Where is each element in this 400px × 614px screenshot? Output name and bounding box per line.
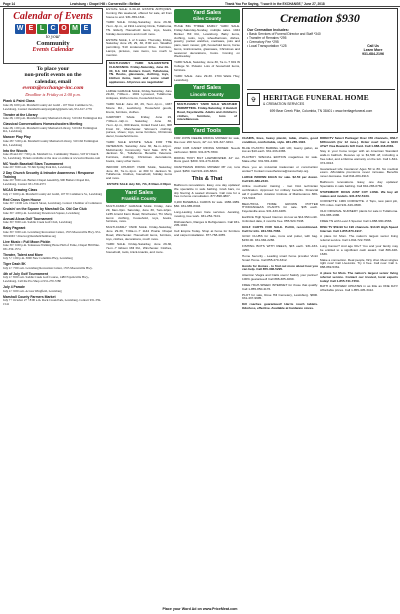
event-title: Mancer Play Play xyxy=(3,135,31,140)
event-details: June 30 • 6:00 p.m. Tennessee Walking Horse Hall of Fame, Chapel Hill Pike. 931-359-1574 xyxy=(3,243,100,251)
boxed-ad xyxy=(106,60,172,88)
classified-ad: PLAYBOY SPECIAL EDITION magazines for sale. Make offer. 931-581-4400. xyxy=(242,155,318,164)
paper-towns: Lewisburg • Chapel Hill • Cornersville • Belfast xyxy=(70,1,141,6)
classified-ad: Lung Cancer? And age 60+? You and your family may be entitled to a significant cash award. Call 866-428-1639. xyxy=(320,244,398,256)
cremation-call xyxy=(351,44,395,56)
classified-ad: RIDING TROY BILT LAWNMOWER. 42" cut. Runs good. $300. 931-273-4046. xyxy=(174,155,240,164)
event-details: June 30 • 10:00 a.m. Church Street, Lewisburg. Contact Chamber of Commerce xyxy=(3,201,102,206)
classified-ad: Were you an industrial tradesman or construction worker? Contact mesothelioma@cancerhelp.org. xyxy=(242,165,318,173)
section-subtitle: Giles County xyxy=(192,16,222,22)
event-title: Marshall County Farmers Market xyxy=(3,294,56,299)
event-details: June 28 • 5:00 p.m. Marshall County Memorial Library, 310 Old Farmington Rd., Lewisburg xyxy=(3,138,99,147)
calendar-event xyxy=(3,189,103,196)
calendar-title: Calendar of Events xyxy=(13,11,93,22)
event-details: June 28, 1:00 p.m. Marshall County Memorial Library, 310 Old Farmington Rd., Lewisburg xyxy=(3,125,98,134)
section-header-franklin xyxy=(106,189,172,203)
welcome-letter: W xyxy=(16,25,24,32)
section-header-yard-tools xyxy=(174,127,240,135)
classified-ad: YARD SALE. June 29-30. 1704 Watts Hwy, Lewisburg. xyxy=(174,73,240,82)
classified-ad: Bathroom renovations. Easy, one day updates! We specialize in safe bathing. Grab bars, no slip flooring & seated showers. Call now for a free in-home consultation. 877-898-4807. xyxy=(174,183,240,199)
cremation-title xyxy=(243,9,397,26)
calendar-event xyxy=(3,136,103,147)
classified-ad: STATEMENT: DOGS JUST CUT LOSE. We buy all makes and models. 931-672-5133. xyxy=(320,189,398,198)
classified-ad: Make a connection. Real people, flirty chat. Meet singles right now! Call LiveLinks. Try it free. Call now: Call 1-888-869-5361. xyxy=(320,257,398,270)
page-footer: Place your Word Ad on www.PriceMeat.com xyxy=(162,607,238,611)
event-title: Red Cross Open House xyxy=(3,197,41,202)
funeral-home-logo xyxy=(247,89,395,107)
section-title: Yard Tools xyxy=(192,128,222,135)
event-details: June 30 • 9:00 a.m. Lewisburg Recreation Center, 1555 Mooresville Hwy. 931-359-9663 • director@marshallchamber.org xyxy=(3,229,102,238)
call-line: Call Us xyxy=(367,44,379,48)
cremation-phone[interactable]: 931-684-2196 xyxy=(362,52,384,56)
welcome-letter: M xyxy=(70,24,80,34)
events-email-link[interactable]: events@exchange-inc.com xyxy=(22,85,84,92)
classified-ad: INDOOR CHURCH YARD SALE, Saturday, June 30, 7a.m.-1p.m. at 300 N. Jackson St. Tullahoma. Clothes, household, holiday items and more. xyxy=(106,164,172,181)
classified-ad: Airline mechanic training - Get FAA technician certification. Approved for military benefits. Financial aid if qualified. Aviation Institute of Maintenance 866-724-5403. xyxy=(242,184,318,200)
classified-ad: CHAIRS, lines, heavy plastic, table, chairs, good condition, comfortable, style. 931-285-1023. xyxy=(242,137,318,144)
funeral-home-name: HERITAGE FUNERAL HOME xyxy=(263,93,369,102)
classified-ad: DIRECTV Select Package! Over 150 channels, ONLY $35/month (for 12 mos.). Order now! Get a $100 AT&T Visa Rewards Gift Card. Call 1-888-418-2081. xyxy=(320,137,398,148)
calendar-event xyxy=(3,208,103,215)
classified-ad: ESTATE SALE July 6th, 7th, 8:00am-3:00pm xyxy=(106,182,171,186)
event-title: 4th of July Golf Tournament xyxy=(3,271,48,276)
deadline-note: Deadline is Friday at 2:00 p.m. xyxy=(25,91,81,97)
calendar-to-your: to your xyxy=(45,35,61,40)
classified-ad: HUGE BIG THREE FAMILY YARD SALE. Friday-Saturday-Sunday, multiple sales. 1044 Bunker Hill Rd., Lewisburg. Baby items, clothing, tools, toys, wheelbarrows, dishes, jewelry, pocket watches, cookware, pots and pans, lawn mower, grill, household items, horse items, knick-knacks, glassware, Christmas and seasonal decorations, boots. Coming on Wednesday. xyxy=(174,24,240,59)
classified-ad: 3,200 BASEBALL CARDS for sale. 1986-1989. $60. 931-685-8303. xyxy=(174,200,240,209)
includes-item: • Basic Services of Funeral Director and Staff *340 xyxy=(247,32,321,36)
page-number: Page 14 xyxy=(3,1,16,6)
event-title: Theatre at the Library xyxy=(3,112,38,117)
cremation-title-text: Cremation xyxy=(280,11,333,25)
includes-item: • Local Transportation *125 xyxy=(247,44,287,48)
event-details: June 29 • 8:00 a.m. 70 Jim Spring Park Rd., Lewisburg xyxy=(3,165,72,170)
events-list xyxy=(3,100,103,306)
classified-ad: GOLF CLUBS for sale, irons and putter, with bag. $150.00. 931-684-2286. xyxy=(242,234,318,243)
section-subtitle: Franklin County xyxy=(121,196,157,202)
calendar-event xyxy=(3,254,103,261)
event-details: July 7 • October 27 • 8:00 a.m. Rock Creek Park, Lewisburg. Contact 931-359-1541 xyxy=(3,298,102,306)
cremation-includes xyxy=(247,28,342,48)
event-title: MCAS Drawing Class xyxy=(3,188,38,193)
event-title: Into the Woods xyxy=(3,148,28,153)
calendar-event xyxy=(3,150,103,161)
classified-ad: Attention Viagra and Cialis users! Satisfy your partner! 100% guaranteed! Call 888-385-4099. xyxy=(242,273,318,281)
calendar-event xyxy=(3,123,103,134)
classified-ad: Cell Empire Today. Shop at home for furniture and carpet installation. 877-768-4455. xyxy=(174,229,240,238)
classifieds-column-3 xyxy=(174,8,240,240)
includes-item: • Crematory Fee *295 xyxy=(247,40,279,44)
section-header-giles xyxy=(174,9,240,23)
classified-ad: BLUE PLASTIC BARREL with LID, twenty gallon, as low as $10 each. 931-433-2386. xyxy=(242,145,318,154)
classified-ad: MULTI-FAMILY YARD SALE WEATHER PERMITTING. Friday-Saturday, 3 Haislett Road, Fayetteville. Adults and children's clothes, furniture, tons of miscellaneous. xyxy=(177,102,237,122)
section-subtitle: Lincoln County xyxy=(190,91,224,97)
calendar-event xyxy=(3,163,103,170)
event-details: June 28 and 29 • 7:00 p.m. Marshall Co. Community Theatre, 518 W Church St., Lewisburg. Tickets available at the door or online at www.mcctheatre.com xyxy=(3,152,101,160)
col5-ads xyxy=(320,137,398,293)
section-title: Yard Sales xyxy=(192,85,222,92)
calendar-event xyxy=(3,172,103,186)
event-details: June 28, 1:00 p.m. Marshall County Memorial Library, 310 Old Farmington Rd. xyxy=(3,116,103,121)
cremation-ad xyxy=(242,8,398,133)
instr-line: non-profit events on the xyxy=(24,72,82,79)
calendar-event xyxy=(3,100,103,111)
calendar-community: Community xyxy=(36,40,70,47)
classified-ad: ESTATE SALE, 1 of 3 sales. Thursday, Friday, Saturday June 28, 29, 30, 8:00 a.m. Weather permitting. 510 Lindenwood Drive. Furniture, Lamps, pictures, new items, too much to mention. xyxy=(106,37,172,57)
cremation-price: $930 xyxy=(335,11,360,25)
funeral-home-sub: & CREMATION SERVICES xyxy=(263,102,305,106)
classified-ad: Kill roaches guaranteed! Harris roach tablets. Odorless, effective. Available at hardware stores. xyxy=(242,302,318,310)
classified-ad: A place for Mom. The nation's largest senior living referral service. Contact our trusted, local experts today! Call 1-855-741-7459. xyxy=(320,271,398,283)
calendar-event xyxy=(3,296,103,307)
event-title: 2 Day Church Security & Intruder Awareness / Response Training xyxy=(3,171,95,179)
event-title: Annual Alcoa Golf Tournament xyxy=(3,216,53,221)
col4-ads xyxy=(242,137,318,311)
classified-ad: Hondo for Homes - to find out more about how you can help. Call 855-308-5295. xyxy=(242,263,318,272)
classified-ad: A place for Mom. The nation's largest senior living referral service. Call 1-844-722-7993. xyxy=(320,234,398,243)
event-title: Theatre, Talent and More xyxy=(3,252,43,257)
calendar-events-label: Events Calendar xyxy=(32,47,74,53)
event-title: Live Music • Full Moon Pickin xyxy=(3,239,51,244)
classified-ad: CRAFTSMAN RIDING MOWER 38" cut, runs good. $450. Call 931-246-8823. xyxy=(174,165,240,174)
event-title: Tiger Dash 5K xyxy=(3,262,26,267)
classified-ad: Home Security - Leading smart home provider Vivint Smart Home. Call 855-270-3312. xyxy=(242,253,318,262)
section-header-this-that: This & That xyxy=(191,176,223,183)
event-details: July 2 • 6:00 p.m. Marshall County Art Guild, 107 W Commerce St., Lewisburg xyxy=(3,191,103,196)
welcome-letter: O xyxy=(59,24,69,34)
classified-ad: FREE HIGH-SPEED INTERNET for those that qualify. Call 1-855-850-4176. xyxy=(242,282,318,291)
boxed-ad xyxy=(174,101,240,125)
classified-ad: Earthlink High Speed Internet. As low as $14.95/month. Unlimited data, 2 months free. 855-520-7938. xyxy=(242,215,318,223)
welcome-letter: E xyxy=(26,24,36,34)
classified-ad: DISH TV $59.99 for 190 channels. $14.95 High Speed Internet. Call 1-855-870-1917. xyxy=(320,224,398,233)
event-title: MC Youth Baseball Stars Tournament xyxy=(3,161,64,166)
classified-ad: CORVETTE: 1969 CORVETTE. 2 Tops, new paint job, 57K miles. Call 931-349-4568. xyxy=(320,199,398,208)
classifieds-column-4 xyxy=(242,137,318,313)
event-details: June 30 • 8:00 a.m. Saddle Creek Golf Club, Lewisburg xyxy=(3,220,73,225)
classified-ad: BEAUTIFUL HOME GROWN POTTED HYDRANGEAS PLANTS for sale. $35 each. Fayetteville area. 931-433-4286. xyxy=(242,201,318,214)
call-line: Learn More xyxy=(363,48,383,52)
section-title: Yard Sales xyxy=(192,10,222,16)
calendar-event xyxy=(3,114,103,121)
event-details: June 30 • 4:00 p.m. Lewisburg Downtown Square, Lewisburg xyxy=(3,210,80,215)
classified-ad: LARGE GARAGE SALE, Friday-Saturday, June 29-30, 7:00a.m.- 1901 Lynwood, Tullahoma. Antiques, kitchen items, household items. xyxy=(106,88,172,101)
classified-ad: YARD SALE. Friday-Saturday, June 29-30, 7a.m.-? Gibson Mill Rd., Winchester. Clothes, household, tools, knick-knacks, and more. xyxy=(106,242,172,254)
calendar-column xyxy=(3,8,103,306)
includes-item: • Transfer of Remains *295 xyxy=(247,36,287,40)
classified-ad: CARPORT SALE. Friday, June 29, 7:00a.m.-12p.m. Saturday, June 30, 7a.m.-1p.m., 600 Evans, United Food Lion, 308 Frost Dr., Manchester. Women's clothing, purses, shoes; toys, some furniture, Christmas decor, household items. xyxy=(106,115,172,139)
classified-ad: Stay in your home longer with an American Standard walk-in bathtub. Receive up to $1,500 off, including a free toilet, and a lifetime warranty on the tub. Call 1-844-374-0013. xyxy=(320,149,398,165)
event-details: July 5 • 1:00 p.m. 3000 New Columbia Hwy, Lewisburg xyxy=(3,256,73,261)
classified-ad: YARD SALE. Friday-Saturday, June 29-30, 7a.m.-3p.m., at 1911 Lanning Circle, Tullahoma, TN. Elderly Household items, toys, books, holiday decorations and much more. xyxy=(106,20,172,36)
classified-ad: Bathroom renovations. Easy, one day updates! Specialize in safe bathing. Call 844-286-0784. xyxy=(320,180,398,188)
classified-ad: YARD SALE: June 28, 29, 7a.m.-1p.m., 1037 Moore Rd., Lewisburg. Household goods, linens, furniture, clothes. xyxy=(106,102,172,114)
instr-line: calendar, email xyxy=(34,78,72,85)
section-title: Yard Sales xyxy=(124,189,154,196)
event-details: June 29 • 8:00 a.m. Butlers Chapel Assembly, 900 Butlers Chapel Rd., Lewisburg. Contact 931-359-4373 xyxy=(3,178,91,187)
classified-ad: 2012 CUB CADET RIDING MOWER. Needs carburetor. $600. 931-675-7800. xyxy=(174,146,240,154)
welcome-letter: C xyxy=(48,24,58,34)
welcome-letter: L xyxy=(37,24,47,34)
event-title: Cruisin' on the Square by Marshall Co. Old Car Club xyxy=(3,207,87,212)
calendar-event xyxy=(3,273,103,284)
funeral-home-address: 699 Bear Creek Pike, Columbia, TN 38401 • www.heritagefuneral.com xyxy=(269,109,373,113)
welcome-letter: E xyxy=(81,24,91,34)
funeral-home-mark-icon: ✞ xyxy=(247,93,260,106)
classified-ad: Guaranteed Life Insurance! Ages 50 to 80. No medical exam. Affordable premiums never increase. Benefits never decrease. Call 844-284-4913. xyxy=(320,166,398,179)
calendar-event xyxy=(3,241,103,252)
calendar-instructions xyxy=(3,66,103,98)
event-details: July 4 • 8:00 a.m. Saddle Creek Golf Course, 1480 Fayetteville Hwy., Lewisburg. Call the Pro Shop at 931-270-7280 xyxy=(3,275,90,284)
instr-line: To place your xyxy=(36,66,70,72)
classified-ad: YARD SALE ESTATE SALE FOR THE VETERANS. Saturday June 30, 8a.m.-12p.m. Multi-Family Community Yard Sale. 870 N. Jackson St., Tullahoma. Benefits Veterans. Furniture, clothing, Christmas decorations, books, many other items. xyxy=(106,140,172,163)
page-masthead xyxy=(0,0,400,7)
welcome-banner xyxy=(4,24,102,34)
classified-ad: YARD SALE, Saturday, June 30, 7a.m.-? 901 W College St. Pulaski. Lots of household items, furniture. xyxy=(174,60,240,72)
classified-ad: MULTI-FAMILY YARD SALE/ESTATE CLEARANCE. Friday-Saturday, June 29-30, 8-3. 103 Hunters Court, Tullahoma, TN. Books, glassware, clothing, toys, kitchen items, lawn and some small appliances. All prices are negotiable! xyxy=(109,61,169,84)
classified-ad: LARGE BROWN EGGS for sale. $2.50 per dozen. Call 931-389-2440. xyxy=(242,174,318,183)
includes-heading: Our Cremation Includes: xyxy=(247,28,289,32)
calendar-event xyxy=(3,199,103,206)
classified-ad: FOR JOHN DEERE RIDING MOWER for sale, like new. 200 hours, 42" cut. 931-627-3494. xyxy=(174,136,240,145)
classified-ad: ESTATE SALE: 6-30-18. ESTATE ANTIQUES. Coming this weekend, offered for sale, all from house to end. 931-359-1611. xyxy=(106,8,172,19)
calendar-event xyxy=(3,263,103,270)
classified-ad: GOLF CARTS FOR SALE. Pollitt, reconditioned. Call for info. 931-581-7066. xyxy=(242,224,318,233)
event-title: Baby Pageant xyxy=(3,226,26,231)
calendar-event xyxy=(3,227,103,238)
classifieds-column-2 xyxy=(106,8,172,257)
classified-ad: Long-Lasting Lawn Care services. Aerating, mowing, tree work. 931-252-7101. xyxy=(174,209,240,218)
event-title: July 4 Parade xyxy=(3,285,25,290)
classified-ad: BATH & SHOWER UPDATES in as little as ONE DAY! Affordable prices. Call 1-855-405-3412. xyxy=(320,284,398,293)
classified-ad: MULTI-FAMILY GARAGE SALE. Friday, June 29, 8am-3pm. Saturday, June 30, 7am-12pm. 1235 Arnold Farm Road, Winchester, TN. Many items: clothing, household, toys, books, furniture, more. xyxy=(106,204,172,224)
calendar-event xyxy=(3,286,103,293)
classified-ad: FISHING BOTS WITH REELS, $15 each. 931-433-4250. xyxy=(242,244,318,252)
classified-ad: PLOT for sale, Rose Hill Cemetery, Lewisburg. $800. 931-437-9995. xyxy=(242,292,318,301)
calendar-event xyxy=(3,218,103,225)
thanks-line: Thank You For Saying, "I saw it in the EXCHANGE," June 27, 2018 xyxy=(225,1,325,6)
event-details: July 4 • 9:00 a.m. Across Wingfield, Lewisburg xyxy=(3,288,62,293)
event-details: June 28, 6:00 p.m. Marshall County Art Guild - 107 West Commerce St., Lewisburg. Contact marshallcountyartguild@gmail.com, 931-617-1776 xyxy=(3,103,94,111)
section-header-lincoln xyxy=(174,84,240,98)
classified-ad: FREE TN with Level 3 Special. Call 1-888-990-4566. xyxy=(320,218,393,223)
classified-ad: OLD ORIGINAL NURSERY plants for sale in Tullahoma. 931-685-1986. xyxy=(320,209,398,217)
calendar-header xyxy=(3,8,103,64)
event-title: Plank & Paint Class xyxy=(3,99,35,104)
classified-ad: MULTI-FAMILY YARD SALE. Friday-Saturday, June 29-30, 7:00a.m.-? 1144 Prairie Chapel Road, Winchester. Household items, furniture, toys, clothes, decorations, much more. xyxy=(106,225,172,241)
classifieds-column-5 xyxy=(320,137,398,295)
classified-ad: Dishwashers, Ranges & Refrigerators. Call 931-205-1010. xyxy=(174,219,240,228)
event-details: July 4 • 7:00 a.m. Lewisburg Recreation Center, 1555 Mooresville Hwy. xyxy=(3,265,93,270)
event-title: Classical Conversations Homeschoolers Meeting xyxy=(3,122,83,127)
